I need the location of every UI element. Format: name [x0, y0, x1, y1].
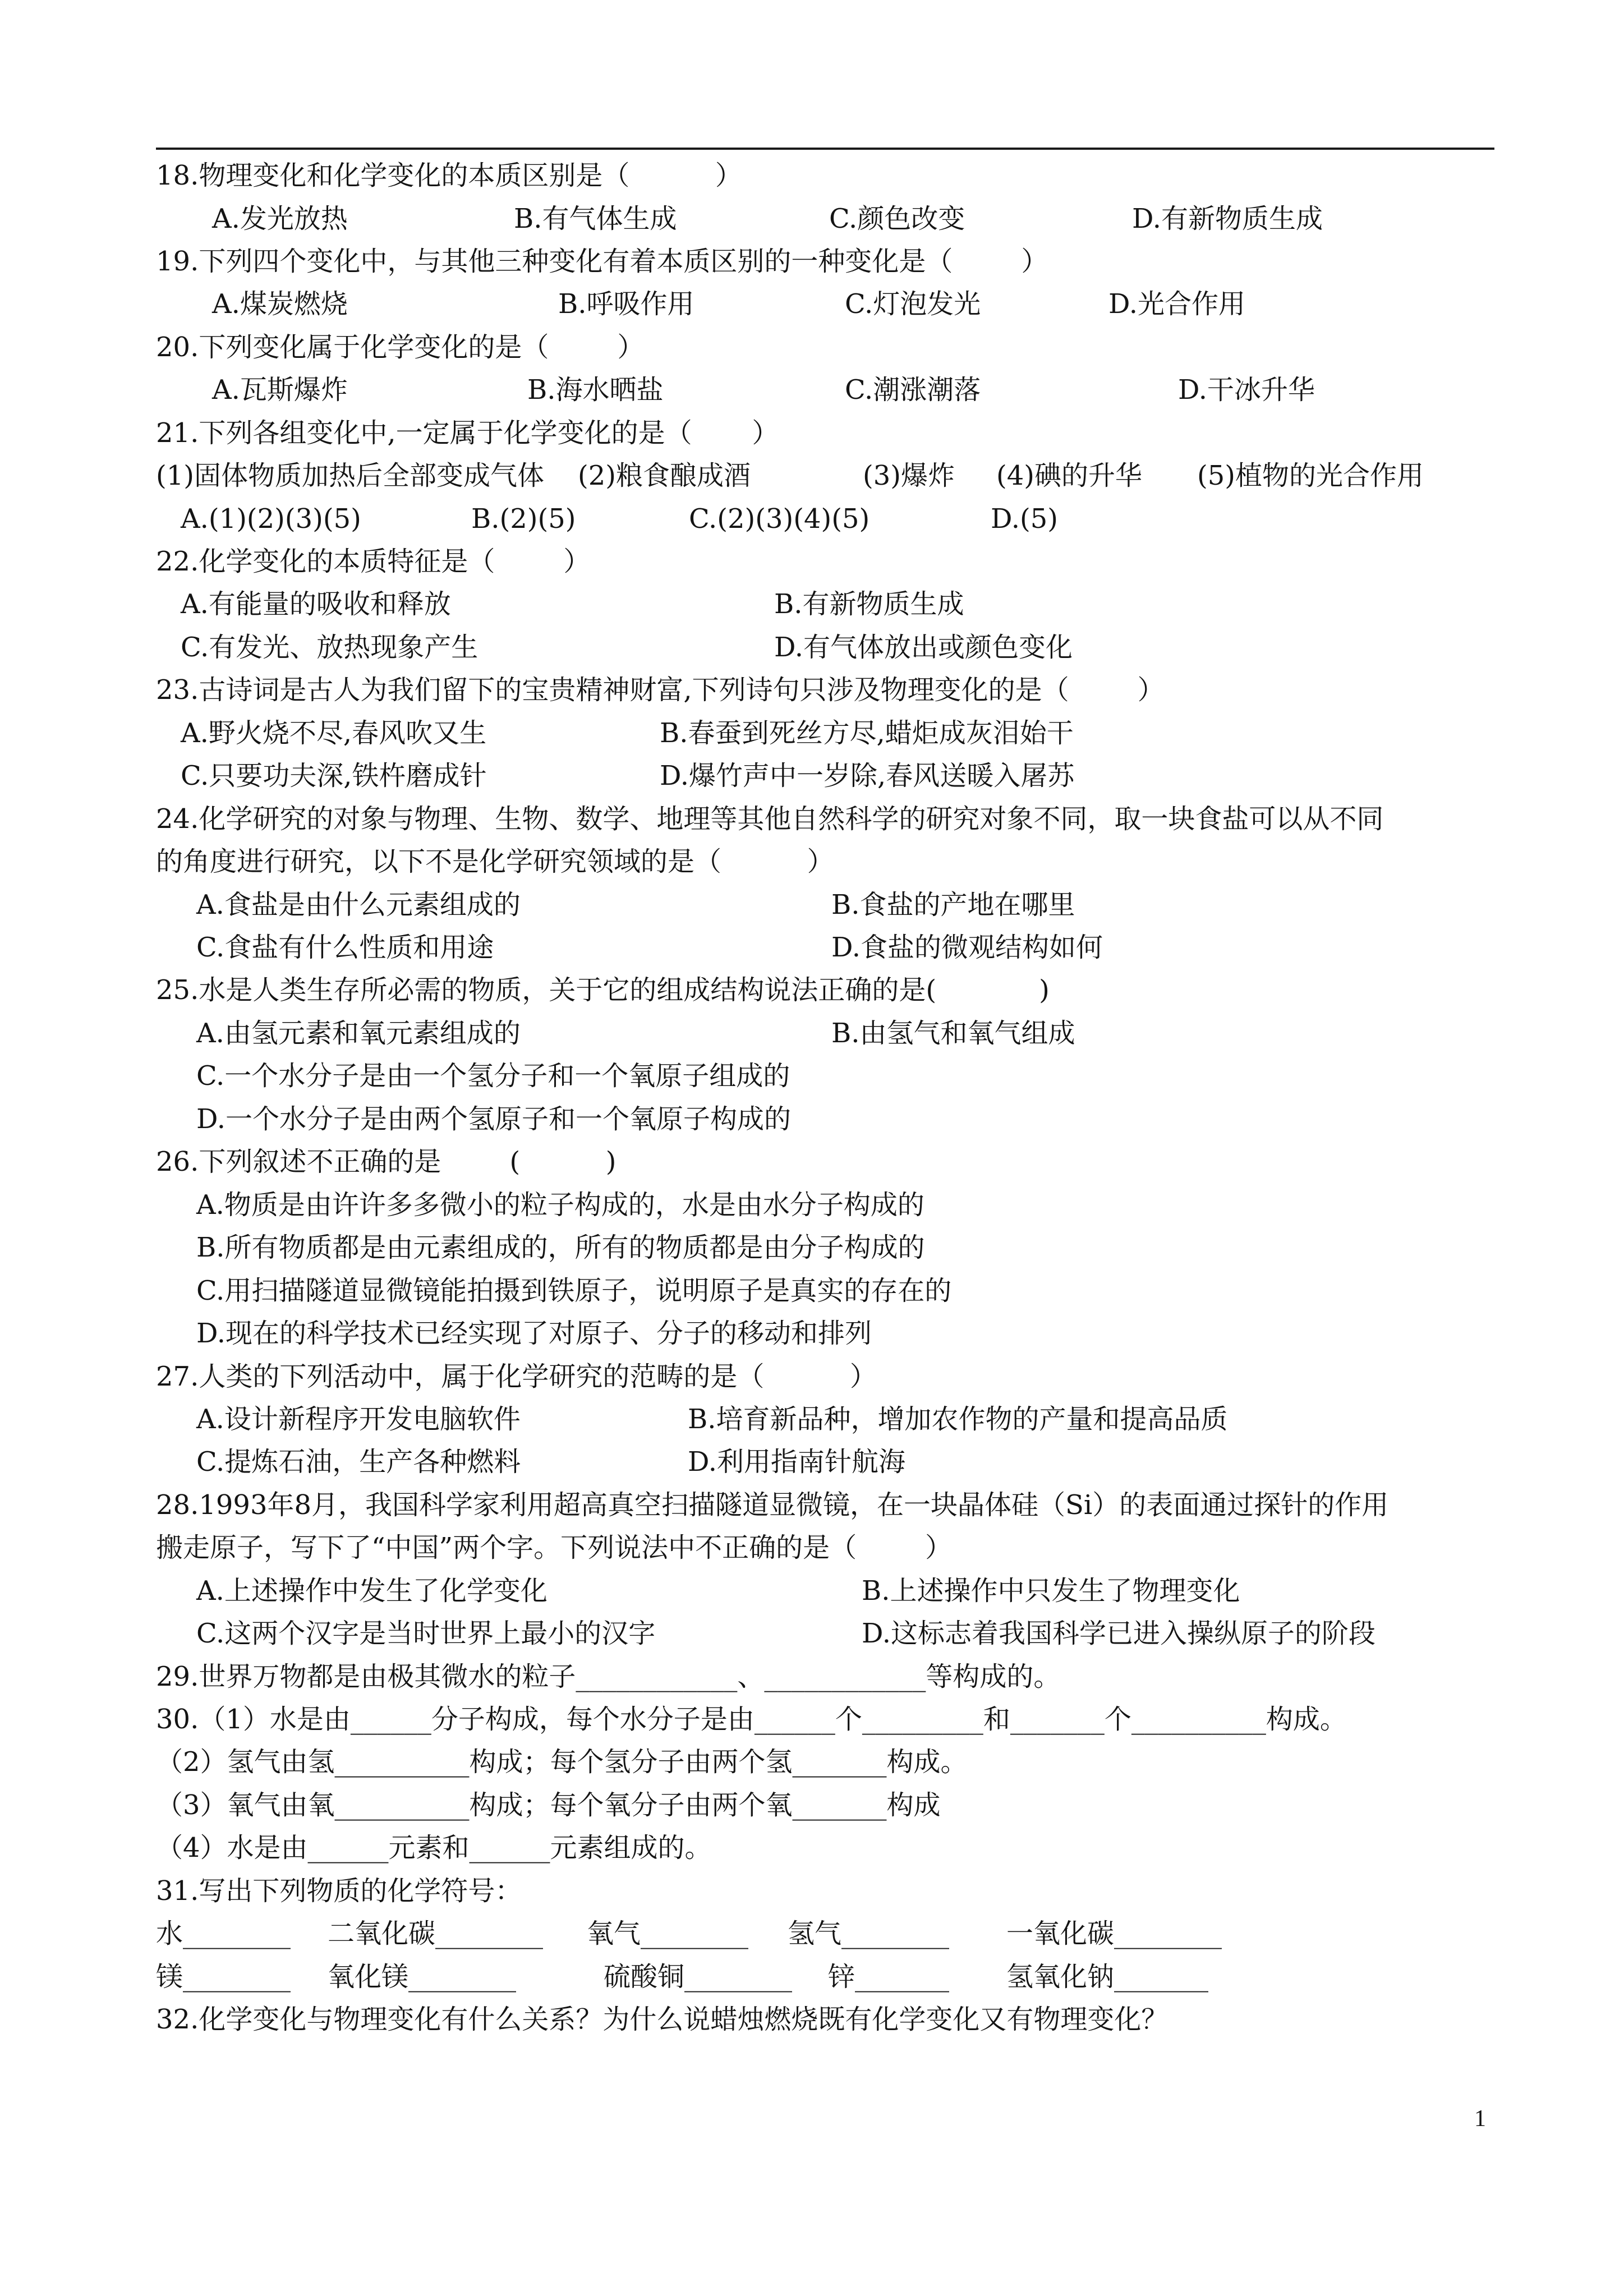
text-line-10-0: A.有能量的吸收和释放 [181, 588, 451, 620]
text-line-11-1: D.有气体放出或颜色变化 [774, 632, 1073, 663]
text-line-7-1: (2)粮食酿成酒 [578, 460, 751, 491]
text-line-14-1: D.爆竹声中一岁除,春风送暖入屠苏 [660, 760, 1075, 792]
text-line-7-4: (5)植物的光合作用 [1197, 460, 1424, 491]
text-line-34-1: D.这标志着我国科学已进入操纵原子的阶段 [862, 1618, 1376, 1649]
text-line-36-0: 30.（1）水是由______分子构成，每个水分子是由______个_________和_______个__________构成。 [156, 1704, 1347, 1735]
text-line-12-0: 23.古诗词是古人为我们留下的宝贵精神财富,下列诗句只涉及物理变化的是（ ） [156, 674, 1165, 706]
text-line-30-1: D.利用指南针航海 [688, 1446, 906, 1478]
text-line-3-2: C.灯泡发光 [845, 288, 981, 320]
text-line-19-0: 25.水是人类生存所必需的物质，关于它的组成结构说法正确的是( ) [156, 974, 1050, 1006]
text-line-1-2: C.颜色改变 [829, 203, 965, 234]
text-line-8-1: B.(2)(5) [471, 503, 576, 535]
text-line-24-0: A.物质是由许许多多微小的粒子构成的，水是由水分子构成的 [196, 1189, 924, 1221]
text-line-17-0: A.食盐是由什么元素组成的 [196, 889, 521, 921]
text-line-33-1: B.上述操作中只发生了物理变化 [862, 1575, 1240, 1607]
text-line-13-0: A.野火烧不尽,春风吹又生 [181, 717, 487, 749]
page-number: 1 [1474, 2106, 1486, 2132]
text-line-1-3: D.有新物质生成 [1132, 203, 1323, 234]
text-line-7-0: (1)固体物质加热后全部变成气体 [156, 460, 544, 491]
text-line-43-0: 32.化学变化与物理变化有什么关系？为什么说蜡烛燃烧既有化学变化又有物理变化？ [156, 2004, 1168, 2035]
text-line-26-0: C.用扫描隧道显微镜能拍摄到铁原子，说明原子是真实的存在的 [196, 1275, 952, 1306]
text-line-17-1: B.食盐的产地在哪里 [831, 889, 1075, 921]
text-line-4-0: 20.下列变化属于化学变化的是（ ） [156, 332, 645, 363]
text-line-5-2: C.潮涨潮落 [845, 374, 981, 406]
text-line-8-3: D.(5) [991, 503, 1059, 535]
text-line-1-1: B.有气体生成 [514, 203, 677, 234]
text-line-41-2: 氧气________ [587, 1918, 749, 1949]
text-line-35-0: 29.世界万物都是由极其微水的粒子____________、____________等构成的。 [156, 1661, 1061, 1692]
text-line-7-2: (3)爆炸 [863, 460, 955, 491]
text-line-8-2: C.(2)(3)(4)(5) [689, 503, 870, 535]
text-line-13-1: B.春蚕到死丝方尽,蜡炬成灰泪始干 [660, 717, 1074, 749]
text-line-18-1: D.食盐的微观结构如何 [831, 932, 1103, 963]
text-line-41-3: 氢气________ [788, 1918, 950, 1949]
text-line-41-4: 一氧化碳________ [1006, 1918, 1222, 1949]
text-line-40-0: 31.写出下列物质的化学符号： [156, 1875, 522, 1907]
text-line-42-3: 锌_______ [828, 1961, 950, 1993]
text-line-32-0: 搬走原子，写下了“中国”两个字。下列说法中不正确的是（ ） [156, 1532, 953, 1563]
text-line-37-0: （2）氢气由氢__________构成；每个氢分子由两个氢_______构成。 [156, 1746, 968, 1778]
text-line-41-0: 水________ [156, 1918, 291, 1949]
text-line-38-0: （3）氧气由氧__________构成；每个氧分子由两个氧_______构成 [156, 1789, 941, 1821]
text-line-28-0: 27.人类的下列活动中，属于化学研究的范畴的是（ ） [156, 1361, 877, 1392]
text-line-15-0: 24.化学研究的对象与物理、生物、数学、地理等其他自然科学的研究对象不同，取一块食盐可以从不同 [156, 803, 1384, 835]
text-line-10-1: B.有新物质生成 [774, 588, 964, 620]
text-line-2-0: 19.下列四个变化中，与其他三种变化有着本质区别的一种变化是（ ） [156, 246, 1048, 277]
text-line-34-0: C.这两个汉字是当时世界上最小的汉字 [196, 1618, 656, 1649]
text-line-31-0: 28.1993年8月，我国科学家利用超高真空扫描隧道显微镜，在一块晶体硅（Si）的表面通过探针的作用 [156, 1489, 1389, 1521]
text-line-29-0: A.设计新程序开发电脑软件 [196, 1404, 521, 1435]
text-line-42-1: 氧化镁________ [328, 1961, 517, 1993]
text-line-11-0: C.有发光、放热现象产生 [181, 632, 479, 663]
text-line-18-0: C.食盐有什么性质和用途 [196, 932, 494, 963]
text-line-5-0: A.瓦斯爆炸 [212, 374, 348, 406]
text-line-30-0: C.提炼石油，生产各种燃料 [196, 1446, 521, 1478]
text-line-33-0: A.上述操作中发生了化学变化 [196, 1575, 548, 1607]
text-line-5-3: D.干冰升华 [1178, 374, 1315, 406]
text-line-22-0: D.一个水分子是由两个氢原子和一个氧原子构成的 [196, 1103, 792, 1135]
text-line-42-4: 氢氧化钠_______ [1006, 1961, 1209, 1993]
text-line-20-0: A.由氢元素和氧元素组成的 [196, 1018, 521, 1049]
text-line-42-2: 硫酸铜________ [604, 1961, 793, 1993]
text-line-3-3: D.光合作用 [1108, 288, 1246, 320]
text-line-1-0: A.发光放热 [212, 203, 348, 234]
text-line-5-1: B.海水晒盐 [527, 374, 664, 406]
text-line-39-0: （4）水是由______元素和______元素组成的。 [156, 1832, 712, 1864]
text-line-9-0: 22.化学变化的本质特征是（ ） [156, 546, 591, 577]
text-line-3-0: A.煤炭燃烧 [212, 288, 348, 320]
text-line-27-0: D.现在的科学技术已经实现了对原子、分子的移动和排列 [196, 1318, 872, 1349]
text-line-29-1: B.培育新品种，增加农作物的产量和提高品质 [688, 1404, 1228, 1435]
header-rule [156, 148, 1494, 150]
text-line-8-0: A.(1)(2)(3)(5) [181, 503, 361, 535]
text-line-6-0: 21.下列各组变化中,一定属于化学变化的是（ ） [156, 417, 779, 449]
text-line-42-0: 镁________ [156, 1961, 291, 1993]
text-line-3-1: B.呼吸作用 [558, 288, 694, 320]
text-line-23-0: 26.下列叙述不正确的是 ( ) [156, 1146, 617, 1177]
text-line-41-1: 二氧化碳________ [328, 1918, 544, 1949]
text-line-25-0: B.所有物质都是由元素组成的，所有的物质都是由分子构成的 [196, 1232, 925, 1263]
text-line-21-0: C.一个水分子是由一个氢分子和一个氧原子组成的 [196, 1060, 790, 1092]
text-line-16-0: 的角度进行研究，以下不是化学研究领域的是（ ） [156, 846, 834, 877]
text-line-20-1: B.由氢气和氧气组成 [831, 1018, 1075, 1049]
text-line-14-0: C.只要功夫深,铁杵磨成针 [181, 760, 487, 792]
text-line-7-3: (4)碘的升华 [996, 460, 1142, 491]
text-line-0-0: 18.物理变化和化学变化的本质区别是（ ） [156, 160, 742, 191]
